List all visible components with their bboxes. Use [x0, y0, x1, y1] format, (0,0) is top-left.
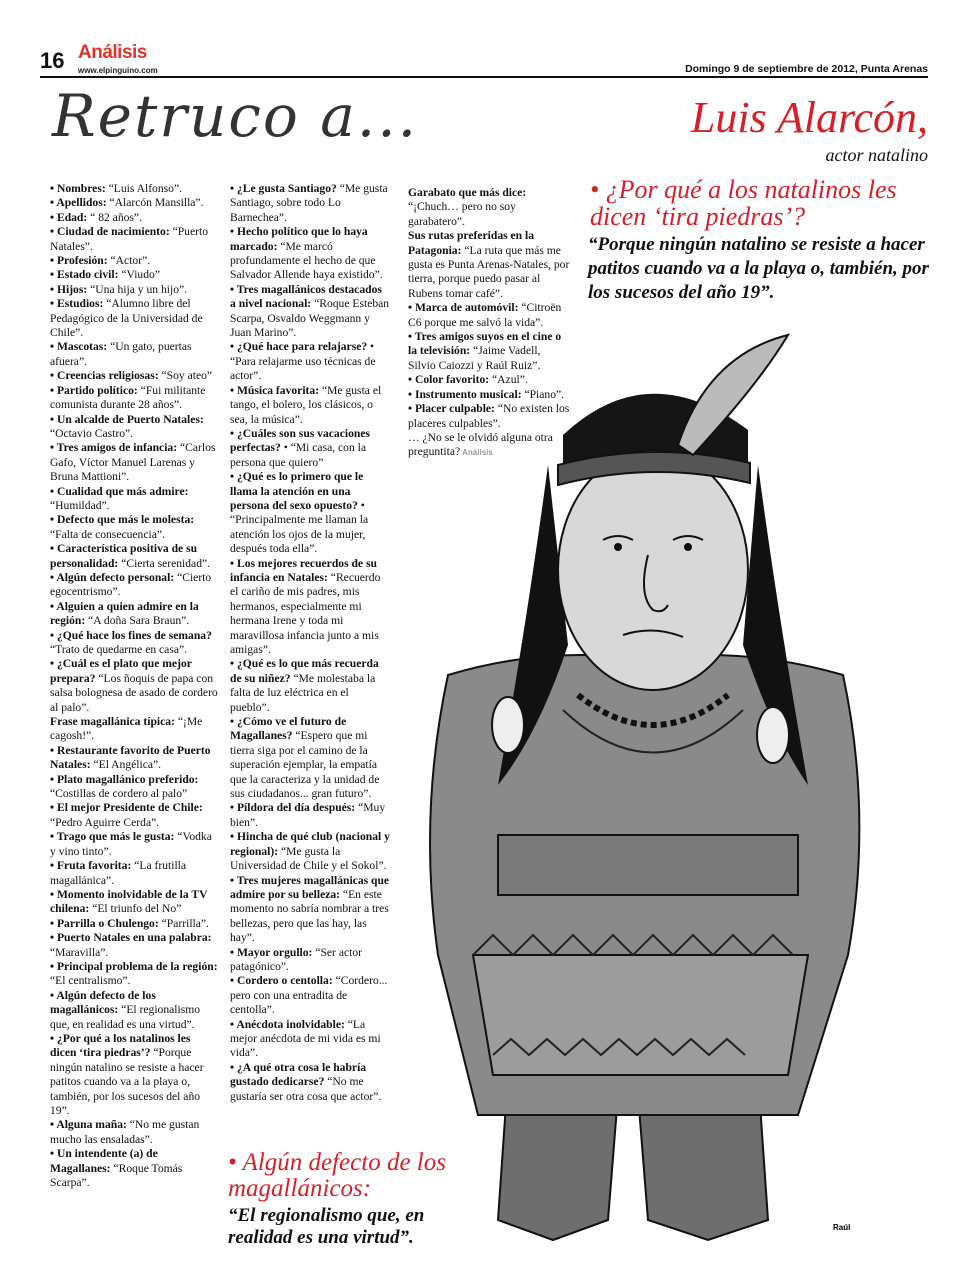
interview-item	[50, 773, 218, 802]
featured-answer-2: “El regionalismo que, en realidad es una virtud”.	[228, 1205, 425, 1248]
interview-question: • Profesión:	[50, 254, 108, 268]
interview-item	[408, 301, 570, 330]
interview-question: • Alguna maña:	[50, 1118, 127, 1132]
interview-question: • Los mejores recuerdos de su infancia en Natales:	[230, 556, 377, 584]
interview-item	[50, 485, 218, 514]
interview-answer: “Cierto egocentrismo”.	[50, 570, 212, 599]
interview-item	[230, 1061, 390, 1104]
interview-question: • ¿Le gusta Santiago?	[230, 182, 337, 195]
interview-item	[50, 657, 218, 715]
featured-answer-1: “Porque ningún natalino se resiste a hacer patitos cuando va a la playa o, también, por los sucesos del año 19”.	[588, 234, 929, 303]
interview-question: • ¿Cuáles son sus vacaciones perfectas?	[230, 426, 370, 455]
interview-item	[50, 931, 218, 960]
interview-item	[50, 211, 218, 225]
interview-item	[408, 186, 570, 229]
interview-answer: “Me marcó profundamente el hecho de que Salvador Allende haya existido”.	[230, 239, 383, 282]
interview-item	[50, 254, 218, 268]
interview-answer: “Un gato, puertas afuera”.	[50, 340, 192, 368]
interview-question: • Nombres:	[50, 182, 106, 195]
interview-item	[408, 373, 570, 387]
interview-item	[408, 388, 570, 402]
interview-item	[50, 441, 218, 484]
interview-answer: “Soy ateo”	[158, 369, 213, 383]
interview-item	[50, 888, 218, 917]
interview-answer: “Luis Alfonso”.	[105, 182, 183, 195]
interview-question: • Parrilla o Chulengo:	[50, 916, 159, 930]
interview-answer: “Me gusta el tango, el bolero, los clásicos, o sea, la música”.	[230, 383, 382, 426]
interview-question: • Mayor orgullo:	[230, 945, 313, 959]
interview-answer: “Alumno libre del Pedagógico de la Universidad de Chile”.	[50, 297, 203, 340]
interview-item	[230, 801, 390, 830]
interview-answer: “ 82 años”.	[87, 210, 142, 224]
interview-item	[408, 431, 570, 461]
interview-answer: “A doña Sara Braun”.	[85, 614, 190, 628]
column-2	[230, 182, 390, 1104]
interview-question: • Tres amigos suyos en el cine o la televisión:	[408, 330, 562, 358]
interview-item	[50, 283, 218, 297]
interview-answer: “Piano”.	[521, 387, 565, 401]
interview-answer: “Una hija y un hijo”.	[87, 282, 188, 296]
interview-item	[50, 715, 218, 744]
interview-question: • ¿Qué es lo que más recuerda de su niñez?	[230, 657, 379, 685]
interview-item	[50, 268, 218, 282]
interview-question: • Creencias religiosas:	[50, 369, 159, 383]
interview-answer: “Puerto Natales”.	[50, 225, 209, 253]
interview-answer: “Porque ningún natalino se resiste a hacer patitos cuando va a la playa o, también, por los sucesos del año 19”.	[50, 1046, 204, 1117]
interview-answer: “Citroën C6 porque me salvó la vida”.	[408, 301, 562, 329]
interview-item	[230, 1018, 390, 1061]
interview-question: • Característica positiva de su personalidad:	[50, 542, 198, 570]
interview-answer: “Roque Tomás Scarpa”.	[50, 1161, 183, 1190]
interview-answer: • “Mi casa, con la persona que quiero”	[230, 441, 367, 469]
interview-question: • Principal problema de la región:	[50, 959, 218, 973]
interview-answer: “Fui militante comunista durante 28 años”.	[50, 383, 206, 412]
interview-item	[230, 384, 390, 427]
interview-answer: “Me molestaba la falta de luz eléctrica en el pueblo”.	[230, 671, 376, 714]
interview-answer: “Azul”.	[489, 373, 528, 387]
interview-question: • Anécdota inolvidable:	[230, 1017, 345, 1031]
interview-item	[230, 874, 390, 946]
interview-item	[230, 830, 390, 873]
interview-question: • ¿A qué otra cosa le habría gustado dedicarse?	[230, 1060, 367, 1089]
interview-answer: “Maravilla”.	[50, 945, 109, 959]
illustration-signature: Raúl	[833, 1223, 851, 1232]
interview-question: • ¿Por qué a los natalinos les dicen ‘tira piedras’?	[50, 1031, 191, 1060]
interview-answer: “El Angélica”.	[90, 758, 162, 772]
interview-answer: “El centralismo”.	[50, 974, 131, 988]
interview-item	[50, 513, 218, 542]
interview-question: • Puerto Natales en una palabra:	[50, 931, 212, 945]
interview-question: • Edad:	[50, 210, 88, 224]
interview-answer: “No me gustan mucho las ensaladas”.	[50, 1118, 200, 1146]
interview-item	[50, 960, 218, 989]
interview-question: • Momento inolvidable de la TV chilena:	[50, 887, 208, 916]
interview-answer: “Costillas de cordero al palo”	[50, 787, 188, 801]
interview-item	[50, 744, 218, 773]
interview-answer: “Ser actor patagónico”.	[230, 945, 362, 973]
interview-item	[50, 196, 218, 210]
page-number: 16	[40, 48, 65, 73]
interview-answer: “No existen los placeres culpables”.	[408, 402, 570, 430]
interview-question: • Color favorito:	[408, 373, 490, 387]
interview-answer: “Falta de consecuencia”.	[50, 527, 165, 541]
dateline: Domingo 9 de septiembre de 2012, Punta Arenas	[685, 63, 928, 75]
interview-question: • Trago que más le gusta:	[50, 830, 175, 844]
interview-question: • El mejor Presidente de Chile:	[50, 801, 203, 815]
interview-item	[50, 542, 218, 571]
interview-question: • Algún defecto de los magallánicos:	[50, 988, 156, 1017]
interview-item	[230, 974, 390, 1017]
interview-question: • Restaurante favorito de Puerto Natales:	[50, 743, 211, 772]
interview-item	[50, 384, 218, 413]
interview-question: • Un alcalde de Puerto Natales:	[50, 412, 204, 426]
interview-item	[50, 225, 218, 254]
interview-item	[50, 413, 218, 442]
interview-item	[50, 340, 218, 369]
interview-item	[50, 297, 218, 340]
interview-answer: “Vodka y vino tinto”.	[50, 830, 212, 858]
interview-answer: “Recuerdo el cariño de mis padres, mis hermanos, especialmente mi hermana Irene y toda mi maravillosa infancia junto a mis amigas”.	[230, 570, 381, 656]
interview-item	[50, 830, 218, 859]
end-mark: Análisis	[460, 448, 493, 458]
interview-answer: “Humildad”.	[50, 498, 110, 512]
interview-item	[50, 600, 218, 629]
interview-question: Garabato que más dice:	[408, 186, 527, 199]
interview-answer: “La mejor anécdota de mi vida es mi vida”.	[230, 1017, 381, 1060]
interview-question: • Cordero o centolla:	[230, 974, 333, 988]
interview-question: • Ciudad de nacimiento:	[50, 225, 170, 239]
interview-question: • Tres amigos de infancia:	[50, 441, 178, 455]
interview-question: • Mascotas:	[50, 340, 108, 354]
interview-answer: “Cordero... pero con una entradita de centolla”.	[230, 974, 388, 1017]
interview-question: • Algún defecto personal:	[50, 570, 175, 584]
interview-item	[50, 801, 218, 830]
interview-answer: “Carlos Gafo, Víctor Manuel Larenas y Bruna Mattioni”.	[50, 441, 216, 484]
interview-question: • Música favorita:	[230, 383, 320, 397]
interview-answer: “Pedro Aguirre Cerda”.	[50, 815, 160, 829]
interview-answer: … ¿No se le olvidó alguna otra preguntita?	[408, 430, 553, 459]
interview-question: • Hecho político que lo haya marcado:	[230, 225, 368, 253]
interview-answer: “Octavio Castro”.	[50, 426, 134, 440]
interview-answer: “No me gustaría ser otra cosa que actor”.	[230, 1075, 382, 1103]
interview-item	[230, 946, 390, 975]
interview-item	[50, 859, 218, 888]
interview-answer: “Viudo”	[118, 268, 160, 282]
interview-answer: “Me gusta Santiago, sobre todo Lo Barnechea”.	[230, 182, 388, 224]
interview-question: • Píldora del día después:	[230, 801, 356, 815]
interview-answer: “Cierta serenidad”.	[118, 556, 211, 570]
interview-answer: • “Principalmente me llaman la atención los ojos de la mujer, después toda ella”.	[230, 498, 369, 556]
interview-answer: “Actor”.	[107, 254, 151, 268]
interview-question: • Instrumento musical:	[408, 387, 522, 401]
interview-question: • Hijos:	[50, 282, 88, 296]
interview-answer: “Me gusta la Universidad de Chile y el Sokol”.	[230, 844, 387, 873]
interview-item	[230, 427, 390, 470]
interview-item	[230, 340, 390, 383]
header-rule	[40, 76, 928, 78]
featured-question-2: • Algún defecto de los magallánicos:	[228, 1149, 446, 1202]
interview-question: • Cualidad que más admire:	[50, 484, 189, 498]
brand-url: www.elpinguino.com	[78, 66, 158, 75]
interview-question: • Defecto que más le molesta:	[50, 513, 195, 527]
interview-item	[230, 470, 390, 556]
interview-answer: “Roque Esteban Scarpa, Osvaldo Weggmann y Juan Marino”.	[230, 297, 390, 340]
interview-item	[408, 330, 570, 373]
interview-answer: “El regionalismo que, en realidad es una virtud”.	[50, 1003, 201, 1031]
interview-question: • Marca de automóvil:	[408, 301, 519, 315]
interview-question: • Apellidos:	[50, 196, 107, 210]
interview-item	[230, 557, 390, 658]
interview-item	[50, 1118, 218, 1147]
interview-question: • Placer culpable:	[408, 402, 495, 416]
interview-item	[50, 1032, 218, 1118]
interview-question: • ¿Cómo ve el futuro de Magallanes?	[230, 715, 347, 743]
interview-item	[230, 182, 390, 225]
interview-item	[408, 229, 570, 301]
interview-item	[50, 1147, 218, 1190]
interview-question: • Partido político:	[50, 383, 138, 397]
interview-question: • Hincha de qué club (nacional y regional):	[230, 830, 390, 858]
interview-answer: • “Para relajarme uso técnicas de actor”.	[230, 340, 376, 383]
interview-item	[50, 369, 218, 383]
interview-answer: “¡Chuch… pero no soy garabatero”.	[408, 200, 516, 228]
interview-answer: “La frutilla magallánica”.	[50, 859, 187, 887]
interview-question: • Plato magallánico preferido:	[50, 772, 199, 786]
column-1	[50, 182, 218, 1190]
interview-item	[408, 402, 570, 431]
interview-question: • ¿Qué hace para relajarse?	[230, 340, 368, 354]
interview-question: • Fruta favorita:	[50, 859, 132, 873]
interview-question: • Alguien a quien admire en la región:	[50, 599, 199, 628]
interview-answer: “Parrilla”.	[158, 916, 209, 930]
interview-item	[230, 657, 390, 715]
interview-answer: “La ruta que más me gusta es Punta Arenas-Natales, por tierra, porque puedo pasar al Rubens tomar café”.	[408, 243, 570, 300]
interview-answer: “Alarcón Mansilla”.	[106, 196, 204, 210]
interview-question: Frase magallánica típica:	[50, 715, 175, 729]
interview-item	[50, 989, 218, 1032]
featured-question-1: • ¿Por qué a los natalinos les dicen ‘tira piedras’?	[590, 175, 897, 231]
interview-item	[50, 629, 218, 658]
subject-role: actor natalino	[825, 145, 928, 165]
interview-question: • ¿Qué hace los fines de semana?	[50, 628, 212, 642]
interview-answer: “El triunfo del No”	[89, 902, 182, 916]
interview-item	[50, 182, 218, 196]
interview-question: • Tres magallánicos destacados a nivel nacional:	[230, 282, 382, 311]
section-title: Retruco a...	[52, 82, 419, 150]
column-3	[408, 186, 570, 461]
interview-item	[50, 917, 218, 931]
interview-item	[230, 715, 390, 801]
interview-question: • Estado civil:	[50, 268, 119, 282]
interview-answer: “En este momento no sabría nombrar a tres bellezas, pero que las hay, las hay”.	[230, 887, 389, 945]
interview-answer: “¡Me cagosh!”.	[50, 715, 203, 743]
interview-question: • Tres mujeres magallánicas que admire por su belleza:	[230, 873, 390, 901]
subject-name: Luis Alarcón,	[690, 93, 928, 142]
interview-item	[50, 571, 218, 600]
interview-answer: “Los ñoquis de papa con salsa bolognesa de asado de cordero al palo”.	[50, 671, 218, 714]
interview-question: • Estudios:	[50, 297, 104, 311]
interview-question: • ¿Qué es lo primero que le llama la atención en una persona del sexo opuesto?	[230, 470, 364, 512]
brand-logo: Análisis	[78, 42, 147, 63]
interview-answer: “Jaime Vadell, Silvio Caiozzi y Raúl Ruiz”.	[408, 344, 541, 372]
interview-answer: “Trato de quedarme en casa”.	[50, 643, 188, 656]
interview-answer: “Espero que mi tierra siga por el camino de la superación ejemplar, la empatía que la caracteriza y la unidad de sus ciudadanos... gran futuro”.	[230, 729, 380, 801]
interview-question: • ¿Cuál es el plato que mejor prepara?	[50, 657, 192, 685]
interview-answer: “Muy bien”.	[230, 801, 386, 829]
interview-item	[230, 225, 390, 283]
interview-question: • Un intendente (a) de Magallanes:	[50, 1147, 158, 1175]
interview-question: Sus rutas preferidas en la Patagonia:	[408, 229, 535, 257]
interview-item	[230, 283, 390, 341]
